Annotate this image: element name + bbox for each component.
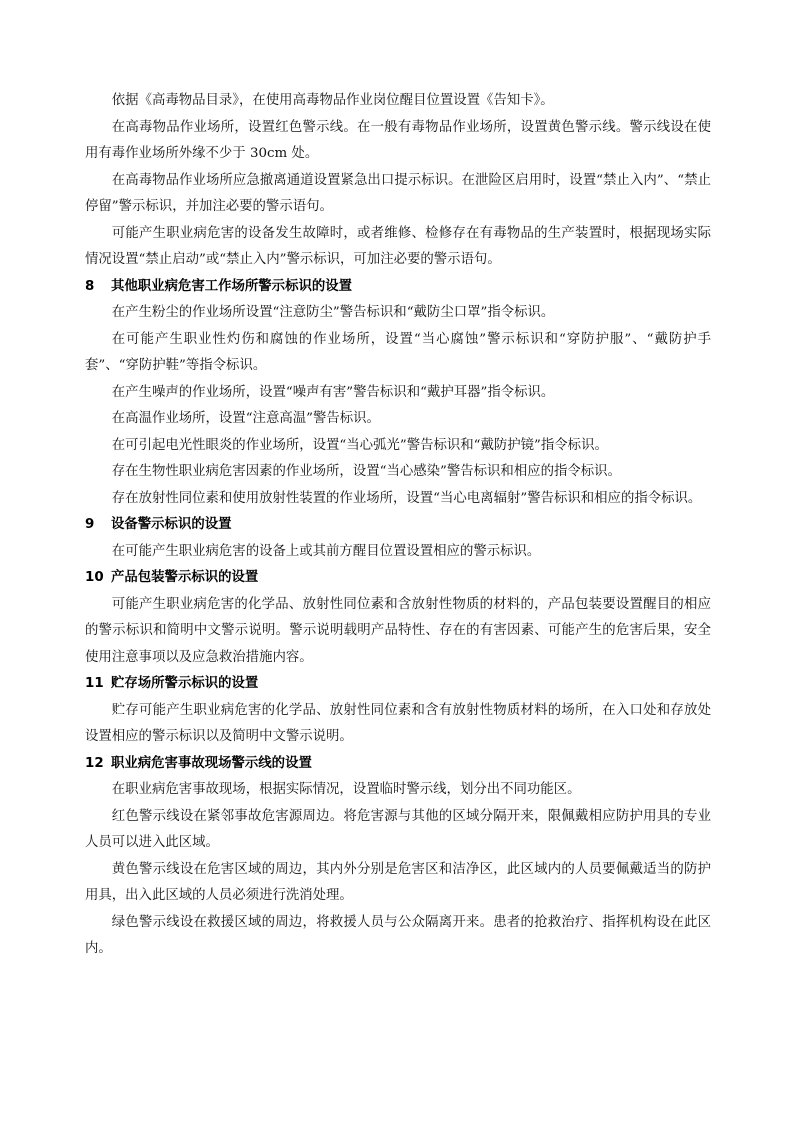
section-heading-8 [85,274,711,301]
paragraph: 在职业病危害事故现场，根据实际情况，设置临时警示线，划分出不同功能区。 [111,782,581,797]
paragraph: 存在生物性职业病危害因素的作业场所，设置“当心感染”警告标识和相应的指令标识。 [111,464,621,479]
section-heading-9 [85,512,711,539]
section-number: 8 [85,278,95,294]
paragraph: 红色警示线设在紧邻事故危害源周边。将危害源与其他的区域分隔开来，限佩戴相应防护用具的专业人员可以进入此区域。 [85,808,711,850]
section-title: 其他职业病危害工作场所警示标识的设置 [111,278,353,294]
section-number: 12 [85,755,104,771]
paragraph: 在高温作业场所，设置“注意高温”警告标识。 [111,411,380,426]
paragraph: 可能产生职业病危害的设备发生故障时，或者维修、检修存在有毒物品的生产装置时，根据现场实际情况设置“禁止启动”或“禁止入内”警示标识，可加注必要的警示语句。 [85,225,711,267]
paragraph: 在高毒物品作业场所，设置红色警示线。在一般有毒物品作业场所，设置黄色警示线。警示线设在使用有毒作业场所外缘不少于 30cm 处。 [85,119,711,161]
section-heading-12 [85,751,711,778]
section-heading-10 [85,565,711,592]
section-title: 职业病危害事故现场警示线的设置 [111,755,312,771]
section-number: 11 [85,676,104,691]
section-heading-11 [85,671,711,698]
section-title: 贮存场所警示标识的设置 [111,676,259,691]
section-title: 设备警示标识的设置 [111,517,232,532]
paragraph: 绿色警示线设在救援区域的周边，将救援人员与公众隔离开来。患者的抢救治疗、指挥机构设在此区内。 [85,914,711,956]
paragraph: 在高毒物品作业场所应急撤离通道设置紧急出口提示标识。在泄险区启用时，设置“禁止入内”、“禁止停留”警示标识，并加注必要的警示语句。 [85,172,711,214]
paragraph: 在可能产生职业性灼伤和腐蚀的作业场所，设置“当心腐蚀”警示标识和“穿防护服”、“戴防护手套”、“穿防护鞋”等指令标识。 [85,331,711,373]
paragraph: 依据《高毒物品目录》，在使用高毒物品作业岗位醒目位置设置《告知卡》。 [111,93,554,108]
document-page [85,88,711,963]
section-number: 9 [85,517,95,532]
paragraph: 黄色警示线设在危害区域的周边，其内外分别是危害区和洁净区，此区域内的人员要佩戴适当的防护用具，出入此区域的人员必须进行洗消处理。 [85,861,711,903]
paragraph: 在可引起电光性眼炎的作业场所，设置“当心弧光”警告标识和“戴防护镜”指令标识。 [111,437,608,453]
paragraph: 在产生噪声的作业场所，设置“噪声有害”警告标识和“戴护耳器”指令标识。 [111,384,555,400]
section-number: 10 [85,570,104,585]
paragraph: 贮存可能产生职业病危害的化学品、放射性同位素和含有放射性物质材料的场所，在入口处和存放处设置相应的警示标识以及简明中文警示说明。 [85,702,711,744]
section-title: 产品包装警示标识的设置 [111,570,259,585]
paragraph: 可能产生职业病危害的化学品、放射性同位素和含放射性物质的材料的，产品包装要设置醒目的相应的警示标识和简明中文警示说明。警示说明载明产品特性、存在的有害因素、可能产生的危害后果，安全使用注意事项以及应急救治措施内容。 [85,596,711,665]
paragraph: 存在放射性同位素和使用放射性装置的作业场所，设置“当心电离辐射”警告标识和相应的指令标识。 [111,490,702,506]
paragraph: 在产生粉尘的作业场所设置“注意防尘”警告标识和“戴防尘口罩”指令标识。 [111,305,555,320]
paragraph: 在可能产生职业病危害的设备上或其前方醒目位置设置相应的警示标识。 [111,543,541,559]
